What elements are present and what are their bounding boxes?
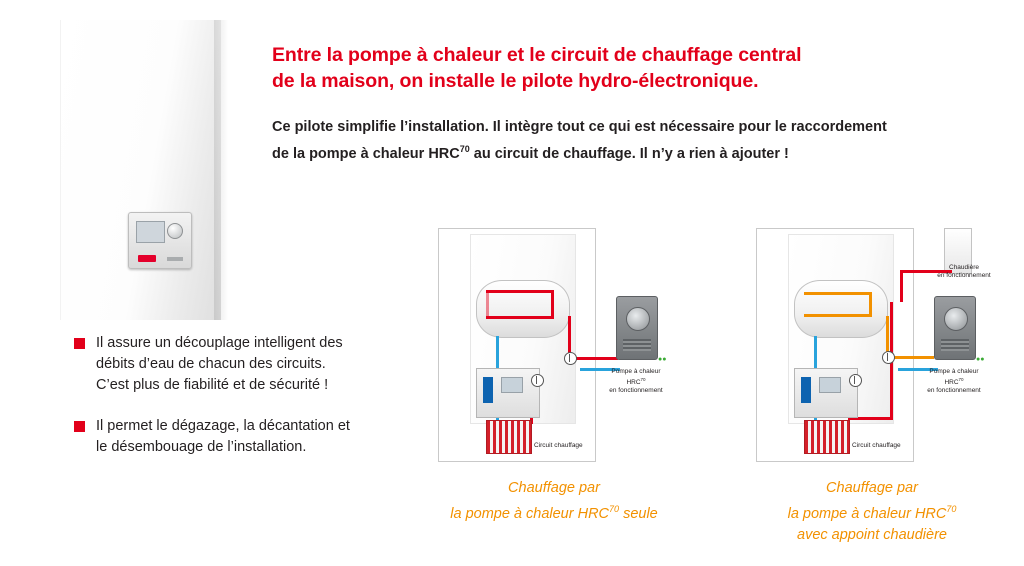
intro-line-2-after: au circuit de chauffage. Il n’y a rien à ajouter ! xyxy=(469,145,789,162)
heat-pump-label-state: en fonctionnement xyxy=(609,387,663,395)
heat-pump-label xyxy=(600,368,672,395)
intro-paragraph xyxy=(272,116,972,165)
controller-screen xyxy=(501,377,523,393)
bullet-text: Il permet le dégazage, la décantation et le désembouage de l’installation. xyxy=(96,418,350,455)
heat-pump-label-name: Pompe à chaleur xyxy=(929,368,979,375)
heating-circuit-label: Circuit chauffage xyxy=(852,442,901,449)
heat-pump-label-model: HRC xyxy=(944,379,959,387)
caption-right-line-2-sup: 70 xyxy=(946,504,957,514)
diagram-heat-pump xyxy=(934,296,976,360)
page-title xyxy=(272,42,952,94)
status-dot-icon: ●● xyxy=(976,356,985,363)
valve-icon xyxy=(564,352,577,365)
diagram-hydro-controller xyxy=(794,368,858,418)
valve-icon xyxy=(849,374,862,387)
caption-right xyxy=(738,478,1006,546)
intro-line-1: Ce pilote simplifie l’installation. Il intègre tout ce qui est nécessaire pour le raccordement xyxy=(272,119,887,135)
headline-line-2: de la maison, on installe le pilote hydro-électronique. xyxy=(272,70,759,92)
bullet-text: Il assure un découplage intelligent des débits d’eau de chacun des circuits. C’est plus de fiabilité et de sécurité ! xyxy=(96,335,343,393)
bullet-square-icon xyxy=(74,421,85,432)
bullet-square-icon xyxy=(74,338,85,349)
control-panel-knob-icon xyxy=(167,223,183,239)
control-panel-screen xyxy=(136,221,165,243)
control-panel-bar xyxy=(167,257,183,261)
intro-line-2-superscript: 70 xyxy=(459,144,470,154)
fan-icon xyxy=(626,307,650,331)
heat-pump-label-model-sup: 70 xyxy=(958,377,964,382)
heating-circuit-label: Circuit chauffage xyxy=(534,442,583,449)
pipe-red-bottom xyxy=(486,316,554,319)
caption-left xyxy=(420,478,688,525)
boiler-label xyxy=(934,264,994,280)
caption-right-line-2-before: la pompe à chaleur HRC xyxy=(787,505,947,522)
diagram-hydro-controller xyxy=(476,368,540,418)
pipe-orange-right xyxy=(869,292,872,316)
grill-icon xyxy=(941,339,969,351)
heat-pump-label-state: en fonctionnement xyxy=(927,387,981,395)
fan-icon xyxy=(944,307,968,331)
diagram-heat-pump xyxy=(616,296,658,360)
status-dot-icon: ●● xyxy=(658,356,667,363)
controller-screen xyxy=(819,377,841,393)
pipe-red-left xyxy=(486,290,489,318)
caption-right-line-3: avec appoint chaudière xyxy=(797,526,947,543)
pipe-orange-top xyxy=(804,292,872,295)
brand-logo-icon xyxy=(138,255,156,262)
wall-unit-control-panel xyxy=(128,212,192,269)
controller-indicator xyxy=(483,377,493,403)
caption-left-line-2-before: la pompe à chaleur HRC xyxy=(450,505,610,522)
caption-right-line-1: Chauffage par xyxy=(826,480,918,496)
list-item xyxy=(74,333,354,396)
boiler-label-state: en fonctionnement xyxy=(937,272,991,279)
heat-pump-label-model-sup: 70 xyxy=(640,377,646,382)
heat-pump-label-model: HRC xyxy=(626,379,641,387)
pipe-red-right xyxy=(551,290,554,318)
caption-left-line-2-after: seule xyxy=(619,505,658,522)
diagram-buffer-tank xyxy=(476,280,570,338)
pipe-red-boiler-flow xyxy=(900,272,903,302)
valve-icon xyxy=(531,374,544,387)
controller-indicator xyxy=(801,377,811,403)
pipe-red-top xyxy=(486,290,554,293)
pipe-orange-bottom xyxy=(804,314,872,317)
heat-pump-label xyxy=(918,368,990,395)
boiler-label-name: Chaudière xyxy=(949,264,979,271)
valve-icon xyxy=(882,351,895,364)
diagram-radiator xyxy=(804,420,850,454)
diagram-buffer-tank xyxy=(794,280,888,338)
caption-left-line-2-sup: 70 xyxy=(609,504,620,514)
wall-unit-illustration xyxy=(60,20,221,320)
diagram-heatpump-with-boiler xyxy=(748,228,998,473)
feature-bullet-list xyxy=(74,333,354,478)
heat-pump-label-name: Pompe à chaleur xyxy=(611,368,661,375)
intro-line-2-before: de la pompe à chaleur HRC xyxy=(272,145,460,162)
headline-line-1: Entre la pompe à chaleur et le circuit de chauffage central xyxy=(272,44,802,66)
wall-unit-shadow xyxy=(214,20,228,320)
caption-left-line-1: Chauffage par xyxy=(508,480,600,496)
list-item xyxy=(74,416,354,458)
grill-icon xyxy=(623,339,651,351)
diagram-heatpump-only xyxy=(430,228,680,473)
diagram-radiator xyxy=(486,420,532,454)
